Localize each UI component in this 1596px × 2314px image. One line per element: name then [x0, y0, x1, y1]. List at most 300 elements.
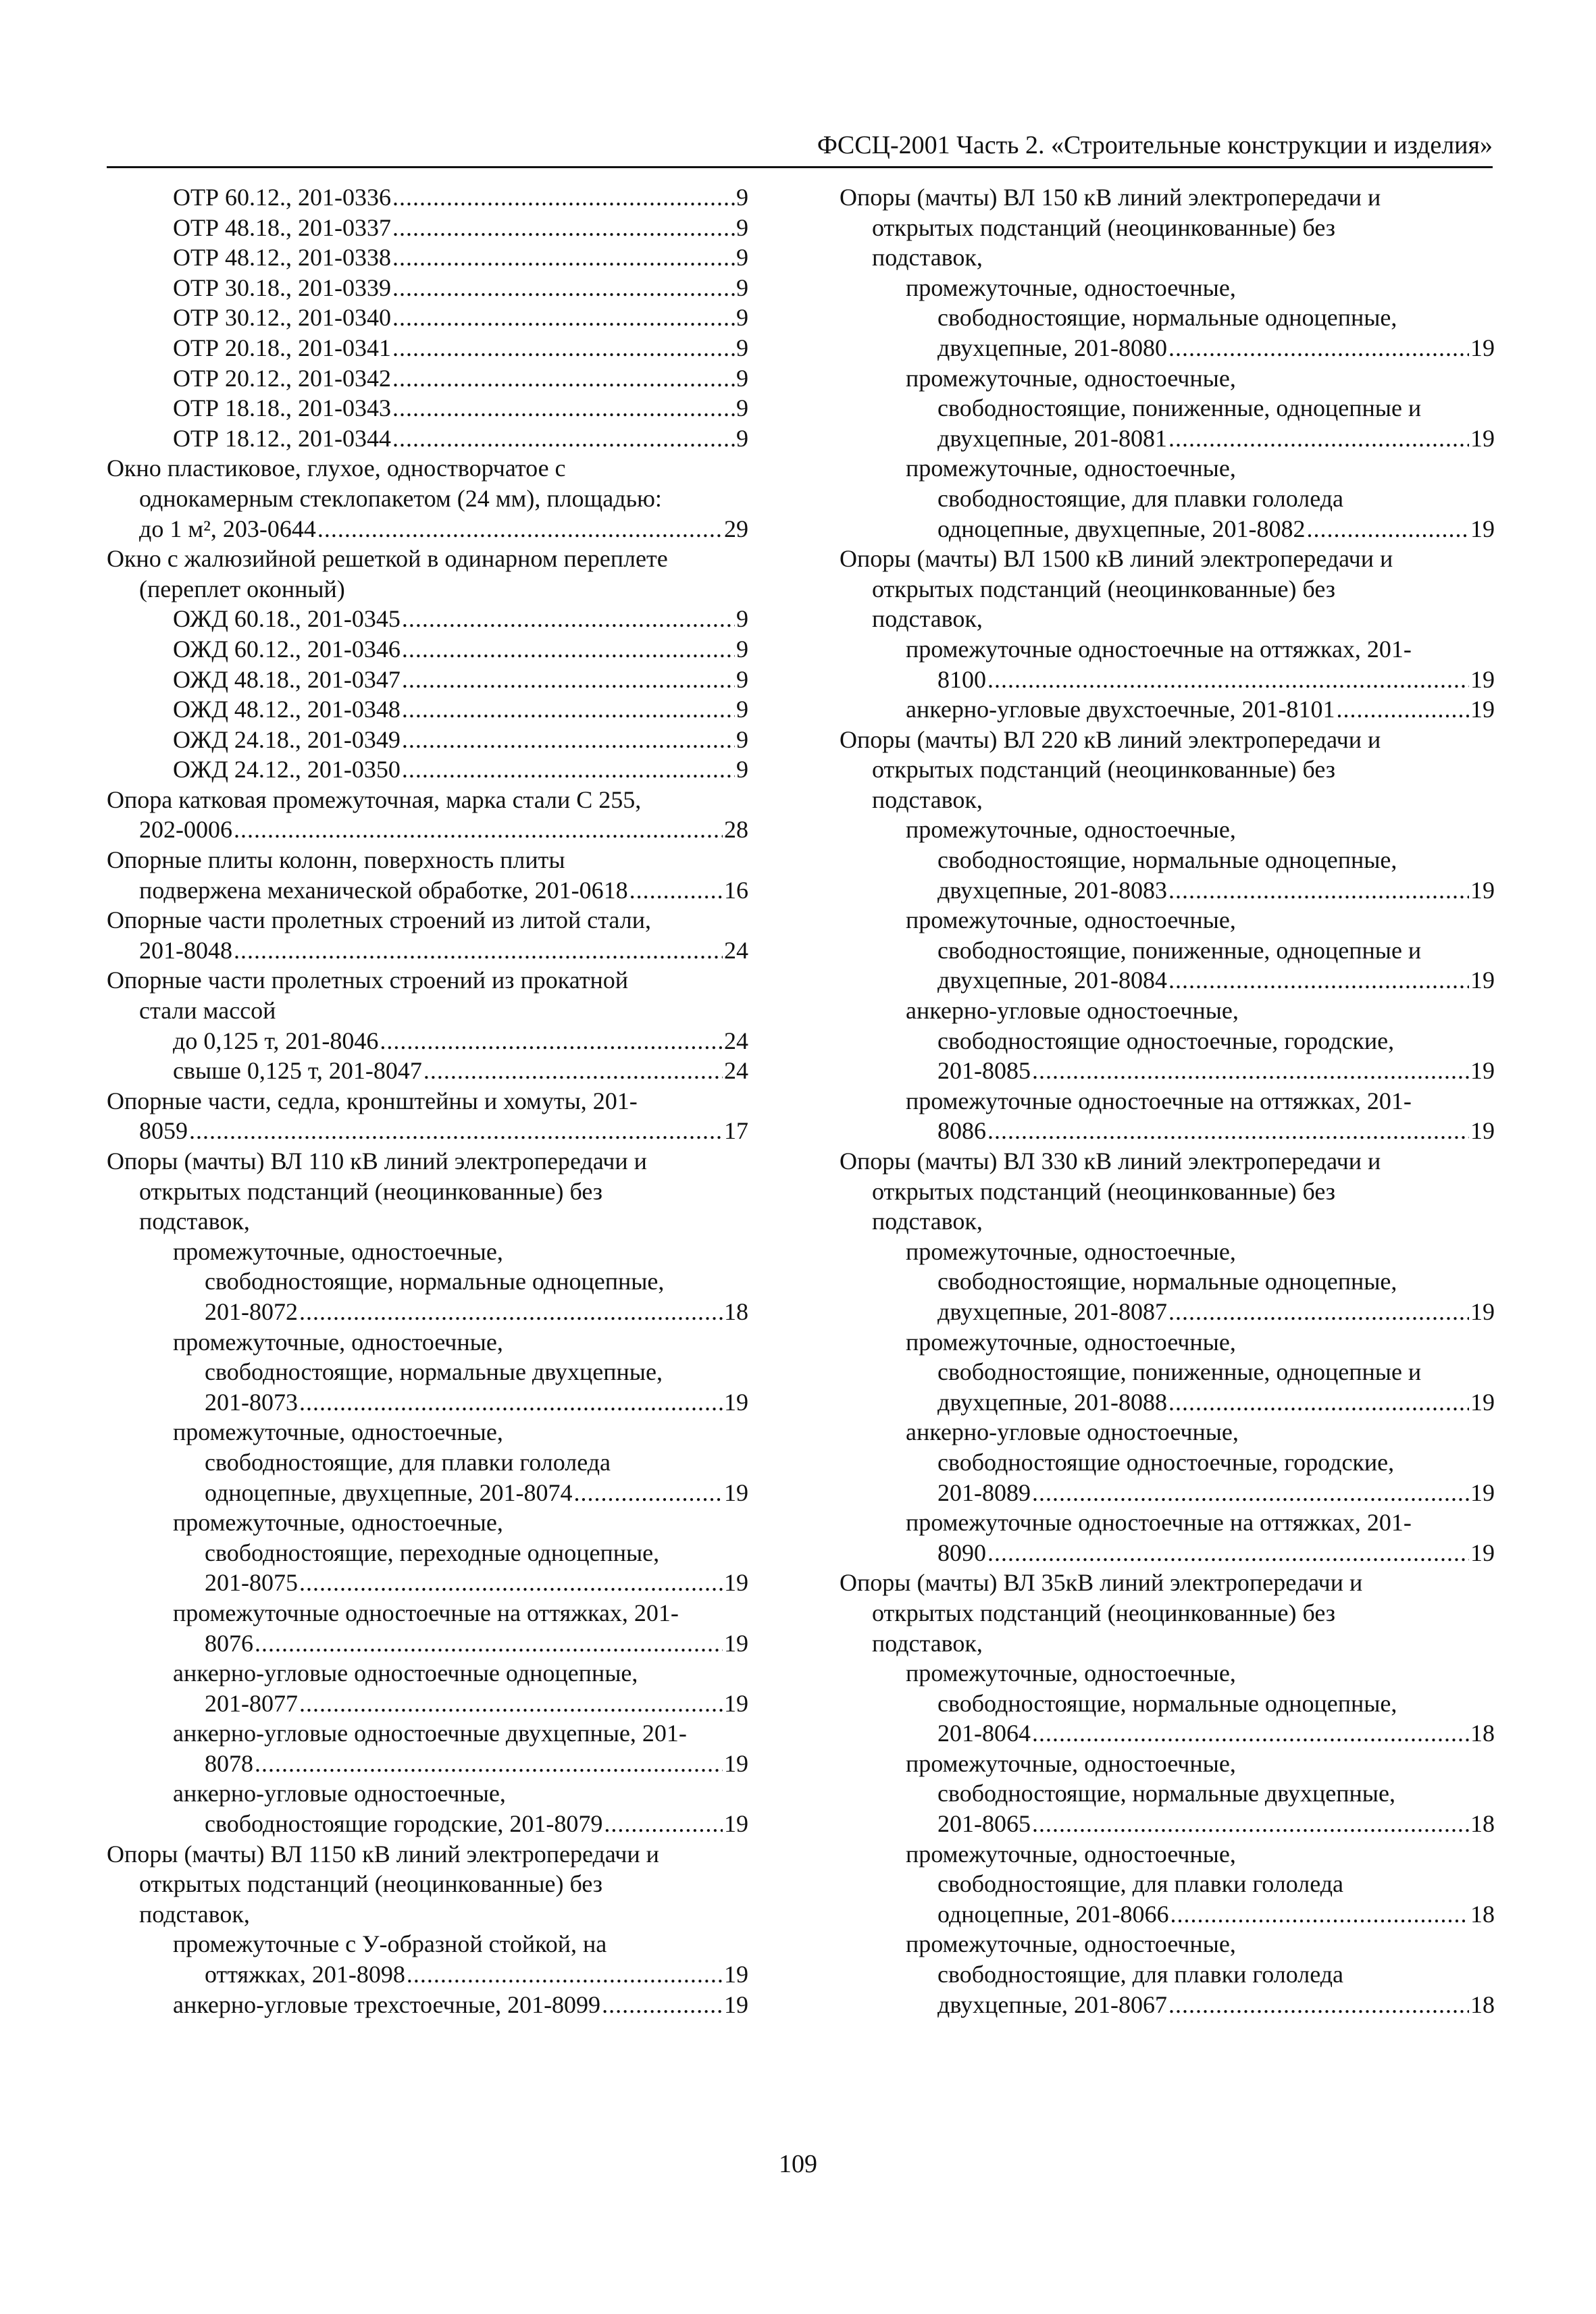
dot-leader: [987, 665, 1469, 695]
index-entry-page: 19: [1470, 515, 1495, 542]
index-entry: [107, 1749, 748, 1779]
index-entry-text: ОТР 30.12., 201-0340: [173, 304, 391, 332]
index-entry-text: 201-8077: [205, 1689, 298, 1717]
index-entry: [840, 875, 1495, 906]
index-entry-text: свободностоящие, для плавки гололеда: [937, 1961, 1344, 1988]
index-entry-text: свободностоящие, нормальные одноцепные,: [937, 1268, 1397, 1295]
index-entry-page: 18: [724, 1297, 748, 1325]
index-entry-text: свободностоящие, пониженные, одноцепные и: [937, 394, 1422, 422]
index-entry: [107, 1839, 748, 1870]
index-entry-text: ОТР 18.18., 201-0343: [173, 394, 391, 422]
index-entry-text: до 0,125 т, 201-8046: [173, 1027, 379, 1054]
dot-leader: [402, 754, 735, 785]
index-entry-text: двухцепные, 201-8067: [937, 1990, 1168, 2018]
index-entry-text: одноцепные, 201-8066: [937, 1900, 1169, 1928]
dot-leader: [402, 634, 735, 665]
index-entry: [107, 333, 748, 363]
index-entry: [107, 1177, 748, 1207]
dot-leader: [1168, 875, 1469, 906]
index-entry-page: 9: [736, 665, 748, 693]
index-entry: [840, 213, 1495, 243]
dot-leader: [392, 303, 735, 333]
index-entry-text: оттяжках, 201-8098: [205, 1961, 405, 1988]
index-entry: [840, 996, 1495, 1026]
index-entry-page: 19: [1470, 1479, 1495, 1506]
index-entry-text: промежуточные, одностоечные,: [906, 906, 1236, 934]
index-entry: [840, 1598, 1495, 1628]
index-entry-text: 201-8072: [205, 1297, 298, 1325]
dot-leader: [402, 694, 735, 725]
index-entry: [840, 1237, 1495, 1267]
index-entry: [107, 1990, 748, 2020]
index-entry-page: 19: [1470, 1388, 1495, 1416]
index-entry-page: 9: [736, 364, 748, 392]
dot-leader: [1032, 1056, 1469, 1086]
index-entry: [107, 484, 748, 514]
index-entry: [107, 1417, 748, 1447]
index-entry: [840, 1718, 1495, 1749]
index-entry-page: 19: [724, 1479, 748, 1506]
index-entry: [840, 665, 1495, 695]
index-entry-text: ОТР 48.12., 201-0338: [173, 244, 391, 272]
index-entry-page: 9: [736, 244, 748, 272]
index-entry-text: Опоры (мачты) ВЛ 35кВ линий электропередачи и: [840, 1569, 1363, 1597]
index-entry-page: 19: [1470, 334, 1495, 361]
index-entry-text: свободностоящие, для плавки гололеда: [937, 484, 1344, 512]
index-entry: [840, 514, 1495, 544]
index-entry: [107, 1266, 748, 1297]
index-entry-page: 9: [736, 635, 748, 663]
index-entry-text: свободностоящие, нормальные одноцепные,: [937, 1689, 1397, 1717]
index-entry: [840, 1959, 1495, 1990]
index-entry-text: свыше 0,125 т, 201-8047: [173, 1057, 422, 1085]
index-entry: [107, 273, 748, 303]
index-entry: [840, 574, 1495, 605]
index-entry-text: свободностоящие, пониженные, одноцепные и: [937, 936, 1422, 964]
index-entry-text: 201-8089: [937, 1479, 1031, 1506]
index-entry-text: подставок,: [139, 1208, 250, 1235]
dot-leader: [392, 423, 735, 454]
index-entry: [840, 1628, 1495, 1659]
index-entry-text: промежуточные, одностоечные,: [906, 274, 1236, 301]
index-entry: [840, 1206, 1495, 1237]
index-entry: [840, 1568, 1495, 1598]
dot-leader: [1032, 1718, 1469, 1749]
index-entry: [840, 393, 1495, 423]
index-entry-text: ОТР 18.12., 201-0344: [173, 424, 391, 452]
dot-leader: [1168, 1990, 1469, 2020]
dot-leader: [255, 1749, 723, 1779]
index-entry: [840, 604, 1495, 634]
index-entry-text: свободностоящие, нормальные двухцепные,: [937, 1780, 1395, 1807]
index-entry: [107, 1297, 748, 1327]
index-entry-text: Окно с жалюзийной решеткой в одинарном переплете: [107, 545, 668, 573]
index-entry-text: 8100: [937, 665, 986, 693]
index-entry: [107, 393, 748, 423]
index-entry: [107, 1237, 748, 1267]
index-entry-page: 18: [1470, 1990, 1495, 2018]
index-entry: [107, 1478, 748, 1508]
index-entry: [840, 1929, 1495, 1959]
index-entry-text: анкерно-угловые одностоечные,: [906, 997, 1239, 1025]
index-entry: [107, 1357, 748, 1387]
index-entry-page: 19: [1470, 1297, 1495, 1325]
index-entry-text: промежуточные, одностоечные,: [906, 816, 1236, 844]
index-entry-text: 201-8065: [937, 1810, 1031, 1838]
dot-leader: [299, 1689, 723, 1719]
index-entry: [840, 845, 1495, 875]
index-entry-text: 201-8064: [937, 1720, 1031, 1747]
index-entry-text: промежуточные, одностоечные,: [906, 1930, 1236, 1958]
index-entry-text: 8078: [205, 1749, 253, 1777]
index-entry-page: 19: [724, 1689, 748, 1717]
index-entry: [107, 1447, 748, 1478]
index-entry: [840, 1689, 1495, 1719]
index-entry-text: двухцепные, 201-8084: [937, 967, 1168, 994]
index-entry-text: свободностоящие, пониженные, одноцепные и: [937, 1358, 1422, 1386]
index-entry: [840, 634, 1495, 665]
index-entry: [107, 1718, 748, 1749]
index-entry: [840, 1357, 1495, 1387]
index-entry: [107, 905, 748, 935]
dot-leader: [987, 1116, 1469, 1146]
index-entry-text: промежуточные одностоечные на оттяжках, 201-: [906, 1087, 1412, 1114]
dot-leader: [392, 213, 735, 243]
index-entry-text: Опоры (мачты) ВЛ 220 кВ линий электропередачи и: [840, 725, 1381, 753]
index-entry-text: свободностоящие, нормальные двухцепные,: [205, 1358, 663, 1386]
index-entry-text: двухцепные, 201-8081: [937, 424, 1168, 452]
index-entry: [840, 333, 1495, 363]
index-entry: [840, 1538, 1495, 1568]
dot-leader: [392, 333, 735, 363]
index-entry-text: анкерно-угловые двухстоечные, 201-8101: [906, 696, 1335, 723]
index-entry-text: (переплет оконный): [139, 575, 345, 602]
index-entry-text: открытых подстанций (неоцинкованные) без: [872, 1177, 1335, 1205]
index-entry-text: свободностоящие, нормальные одноцепные,: [937, 304, 1397, 332]
running-header: ФССЦ-2001 Часть 2. «Строительные конструкции и изделия»: [817, 131, 1493, 159]
index-entry: [840, 1026, 1495, 1056]
index-entry: [107, 1689, 748, 1719]
header-rule: [107, 166, 1493, 168]
index-entry-text: промежуточные, одностоечные,: [906, 1840, 1236, 1868]
dot-leader: [299, 1297, 723, 1327]
index-entry-page: 19: [1470, 967, 1495, 994]
index-entry-text: ОЖД 48.12., 201-0348: [173, 696, 401, 723]
index-entry-text: 202-0006: [139, 816, 232, 844]
index-entry-text: открытых подстанций (неоцинкованные) без: [872, 213, 1335, 241]
dot-leader: [402, 665, 735, 695]
index-entry: [107, 1026, 748, 1056]
dot-leader: [1168, 1387, 1469, 1418]
index-entry: [107, 1116, 748, 1146]
index-entry: [107, 1056, 748, 1086]
index-entry: [840, 1387, 1495, 1418]
index-entry-text: подставок,: [872, 605, 983, 633]
index-entry: [107, 965, 748, 996]
index-entry: [840, 1146, 1495, 1177]
index-entry-text: ОТР 30.18., 201-0339: [173, 274, 391, 301]
index-entry: [840, 1869, 1495, 1899]
index-entry: [107, 574, 748, 605]
index-entry: [840, 1297, 1495, 1327]
index-entry: [107, 754, 748, 785]
index-entry-text: Опорные части пролетных строений из литой стали,: [107, 906, 651, 934]
index-entry: [840, 725, 1495, 755]
index-entry-page: 9: [736, 274, 748, 301]
index-entry-text: открытых подстанций (неоцинкованные) без: [872, 1599, 1335, 1626]
index-entry-text: ОТР 20.12., 201-0342: [173, 364, 391, 392]
index-entry-page: 19: [1470, 1057, 1495, 1085]
dot-leader: [987, 1538, 1469, 1568]
index-entry-text: ОТР 60.12., 201-0336: [173, 184, 391, 211]
index-entry: [107, 1086, 748, 1116]
index-entry-page: 19: [724, 1569, 748, 1597]
index-entry: [107, 1658, 748, 1689]
index-entry-text: ОЖД 24.12., 201-0350: [173, 756, 401, 783]
index-entry-page: 19: [724, 1990, 748, 2018]
index-entry-page: 19: [724, 1629, 748, 1657]
dot-leader: [1170, 1899, 1469, 1930]
dot-leader: [1168, 333, 1469, 363]
dot-leader: [629, 875, 723, 906]
dot-leader: [392, 273, 735, 303]
index-entry: [840, 1990, 1495, 2020]
index-entry-text: промежуточные, одностоечные,: [173, 1509, 503, 1537]
index-entry: [840, 1417, 1495, 1447]
index-entry: [107, 1778, 748, 1809]
index-entry: [107, 1146, 748, 1177]
index-entry: [840, 182, 1495, 213]
index-entry-page: 28: [724, 816, 748, 844]
index-entry-text: одноцепные, двухцепные, 201-8082: [937, 515, 1306, 542]
index-entry: [840, 965, 1495, 996]
index-entry-page: 19: [1470, 1117, 1495, 1145]
index-entry: [107, 1538, 748, 1568]
index-entry: [107, 453, 748, 484]
index-entry: [107, 996, 748, 1026]
index-entry-text: свободностоящие, нормальные одноцепные,: [937, 846, 1397, 874]
index-entry: [840, 1116, 1495, 1146]
dot-leader: [234, 815, 723, 845]
index-entry-page: 9: [736, 696, 748, 723]
index-entry: [107, 634, 748, 665]
index-entry: [107, 423, 748, 454]
index-entry-text: свободностоящие, переходные одноцепные,: [205, 1539, 660, 1566]
dot-leader: [255, 1628, 723, 1659]
index-entry-page: 18: [1470, 1900, 1495, 1928]
index-entry-page: 9: [736, 334, 748, 361]
index-entry: [840, 544, 1495, 574]
index-entry-page: 19: [1470, 665, 1495, 693]
index-entry: [107, 725, 748, 755]
index-entry-page: 19: [724, 1749, 748, 1777]
index-entry-text: 201-8048: [139, 936, 232, 964]
index-entry: [840, 905, 1495, 935]
index-entry-text: промежуточные, одностоечные,: [906, 1749, 1236, 1777]
index-entry: [107, 363, 748, 394]
index-entry: [840, 273, 1495, 303]
dot-leader: [423, 1056, 723, 1086]
dot-leader: [392, 242, 735, 273]
index-entry: [107, 242, 748, 273]
index-entry-text: промежуточные, одностоечные,: [906, 455, 1236, 482]
index-entry-text: ОЖД 60.12., 201-0346: [173, 635, 401, 663]
index-entry-text: анкерно-угловые трехстоечные, 201-8099: [173, 1990, 601, 2018]
index-entry: [107, 665, 748, 695]
index-entry: [107, 1568, 748, 1598]
index-entry-page: 29: [724, 515, 748, 542]
index-entry-text: открытых подстанций (неоцинкованные) без: [139, 1177, 602, 1205]
index-entry-page: 19: [1470, 1539, 1495, 1566]
index-entry-text: анкерно-угловые одностоечные,: [906, 1418, 1239, 1446]
index-entry-text: анкерно-угловые одностоечные,: [173, 1780, 506, 1807]
index-entry-text: 8076: [205, 1629, 253, 1657]
dot-leader: [392, 363, 735, 394]
index-entry-page: 9: [736, 184, 748, 211]
page-number: 109: [779, 2150, 817, 2178]
index-entry-text: промежуточные, одностоечные,: [173, 1328, 503, 1356]
index-entry-text: ОТР 20.18., 201-0341: [173, 334, 391, 361]
index-entry: [107, 514, 748, 544]
index-entry-text: 8059: [139, 1117, 188, 1145]
index-entry-page: 9: [736, 756, 748, 783]
index-entry-page: 19: [724, 1810, 748, 1838]
index-entry-text: открытых подстанций (неоцинкованные) без: [872, 575, 1335, 602]
dot-leader: [189, 1116, 723, 1146]
index-entry-text: промежуточные одностоечные на оттяжках, 201-: [173, 1599, 679, 1626]
index-entry: [107, 604, 748, 634]
index-entry-text: открытых подстанций (неоцинкованные) без: [872, 756, 1335, 783]
dot-leader: [1032, 1478, 1469, 1508]
index-entry-text: 201-8085: [937, 1057, 1031, 1085]
index-entry-text: 201-8073: [205, 1388, 298, 1416]
index-entry: [840, 785, 1495, 815]
dot-leader: [402, 725, 735, 755]
index-entry-text: двухцепные, 201-8080: [937, 334, 1168, 361]
index-entry: [107, 785, 748, 815]
index-entry: [107, 182, 748, 213]
index-entry: [107, 1959, 748, 1990]
index-entry-text: анкерно-угловые одностоечные одноцепные,: [173, 1660, 638, 1687]
index-entry-text: подставок,: [139, 1900, 250, 1928]
index-entry-text: Опоры (мачты) ВЛ 110 кВ линий электропередачи и: [107, 1148, 647, 1175]
index-entry: [107, 875, 748, 906]
index-entry-page: 24: [724, 936, 748, 964]
index-entry: [840, 1447, 1495, 1478]
index-entry-text: промежуточные с У-образной стойкой, на: [173, 1930, 607, 1958]
index-entry: [107, 815, 748, 845]
index-entry-text: подставок,: [872, 786, 983, 813]
index-entry-page: 19: [1470, 424, 1495, 452]
index-entry: [840, 1056, 1495, 1086]
index-entry: [107, 935, 748, 966]
dot-leader: [604, 1809, 723, 1839]
index-entry: [107, 1899, 748, 1930]
index-entry-text: до 1 м², 203-0644: [139, 515, 316, 542]
index-entry-page: 17: [724, 1117, 748, 1145]
index-entry-text: двухцепные, 201-8087: [937, 1297, 1168, 1325]
index-entry: [107, 845, 748, 875]
index-entry-text: ОТР 48.18., 201-0337: [173, 213, 391, 241]
index-entry: [840, 1749, 1495, 1779]
index-entry: [840, 1327, 1495, 1358]
index-entry: [840, 484, 1495, 514]
index-entry: [107, 1387, 748, 1418]
index-entry-text: промежуточные, одностоечные,: [906, 364, 1236, 392]
index-entry: [840, 1086, 1495, 1116]
index-entry: [107, 694, 748, 725]
index-entry-text: ОЖД 60.18., 201-0345: [173, 605, 401, 633]
index-entry: [840, 1266, 1495, 1297]
index-entry: [107, 1598, 748, 1628]
index-entry-text: Окно пластиковое, глухое, одностворчатое с: [107, 455, 566, 482]
index-entry-text: ОЖД 48.18., 201-0347: [173, 665, 401, 693]
index-entry-text: промежуточные, одностоечные,: [173, 1418, 503, 1446]
index-entry-text: свободностоящие, для плавки гололеда: [205, 1448, 611, 1476]
index-entry-text: Опоры (мачты) ВЛ 150 кВ линий электропередачи и: [840, 184, 1381, 211]
index-entry-text: анкерно-угловые одностоечные двухцепные, 201-: [173, 1720, 687, 1747]
index-entry: [840, 1809, 1495, 1839]
index-entry-text: Опорные части, седла, кронштейны и хомуты, 201-: [107, 1087, 638, 1114]
index-entry-text: Опорные плиты колонн, поверхность плиты: [107, 846, 565, 874]
dot-leader: [1307, 514, 1470, 544]
index-entry-text: Опора катковая промежуточная, марка стали С 255,: [107, 786, 642, 813]
dot-leader: [1168, 965, 1469, 996]
index-entry: [840, 1778, 1495, 1809]
index-entry-page: 19: [724, 1961, 748, 1988]
index-entry: [840, 1899, 1495, 1930]
dot-leader: [402, 604, 735, 634]
index-entry-page: 19: [1470, 696, 1495, 723]
index-entry-text: промежуточные, одностоечные,: [906, 1660, 1236, 1687]
index-entry-text: промежуточные, одностоечные,: [906, 1328, 1236, 1356]
index-entry: [107, 1508, 748, 1538]
index-entry: [840, 1508, 1495, 1538]
index-entry-page: 16: [724, 876, 748, 904]
index-entry: [840, 242, 1495, 273]
dot-leader: [299, 1387, 723, 1418]
index-entry-page: 24: [724, 1027, 748, 1054]
dot-leader: [407, 1959, 723, 1990]
index-entry: [840, 453, 1495, 484]
index-entry: [840, 1658, 1495, 1689]
dot-leader: [1168, 423, 1469, 454]
index-entry-text: подвержена механической обработке, 201-0618: [139, 876, 628, 904]
index-entry-text: ОЖД 24.18., 201-0349: [173, 725, 401, 753]
index-entry-text: свободностоящие одностоечные, городские,: [937, 1448, 1395, 1476]
index-entry-text: Опоры (мачты) ВЛ 330 кВ линий электропередачи и: [840, 1148, 1381, 1175]
index-entry: [840, 935, 1495, 966]
index-entry-text: Опоры (мачты) ВЛ 1150 кВ линий электропередачи и: [107, 1840, 659, 1868]
index-entry-page: 9: [736, 394, 748, 422]
index-entry-page: 9: [736, 424, 748, 452]
dot-leader: [380, 1026, 723, 1056]
index-entry: [107, 544, 748, 574]
index-entry: [107, 1809, 748, 1839]
index-entry-text: одноцепные, двухцепные, 201-8074: [205, 1479, 573, 1506]
index-entry: [107, 1929, 748, 1959]
index-entry: [840, 815, 1495, 845]
index-entry: [107, 1327, 748, 1358]
index-entry: [840, 1177, 1495, 1207]
dot-leader: [602, 1990, 723, 2020]
dot-leader: [574, 1478, 723, 1508]
index-entry-text: 201-8075: [205, 1569, 298, 1597]
index-entry-text: подставок,: [872, 1629, 983, 1657]
dot-leader: [392, 393, 735, 423]
index-entry-text: однокамерным стеклопакетом (24 мм), площадью:: [139, 484, 662, 512]
index-entry-page: 9: [736, 725, 748, 753]
